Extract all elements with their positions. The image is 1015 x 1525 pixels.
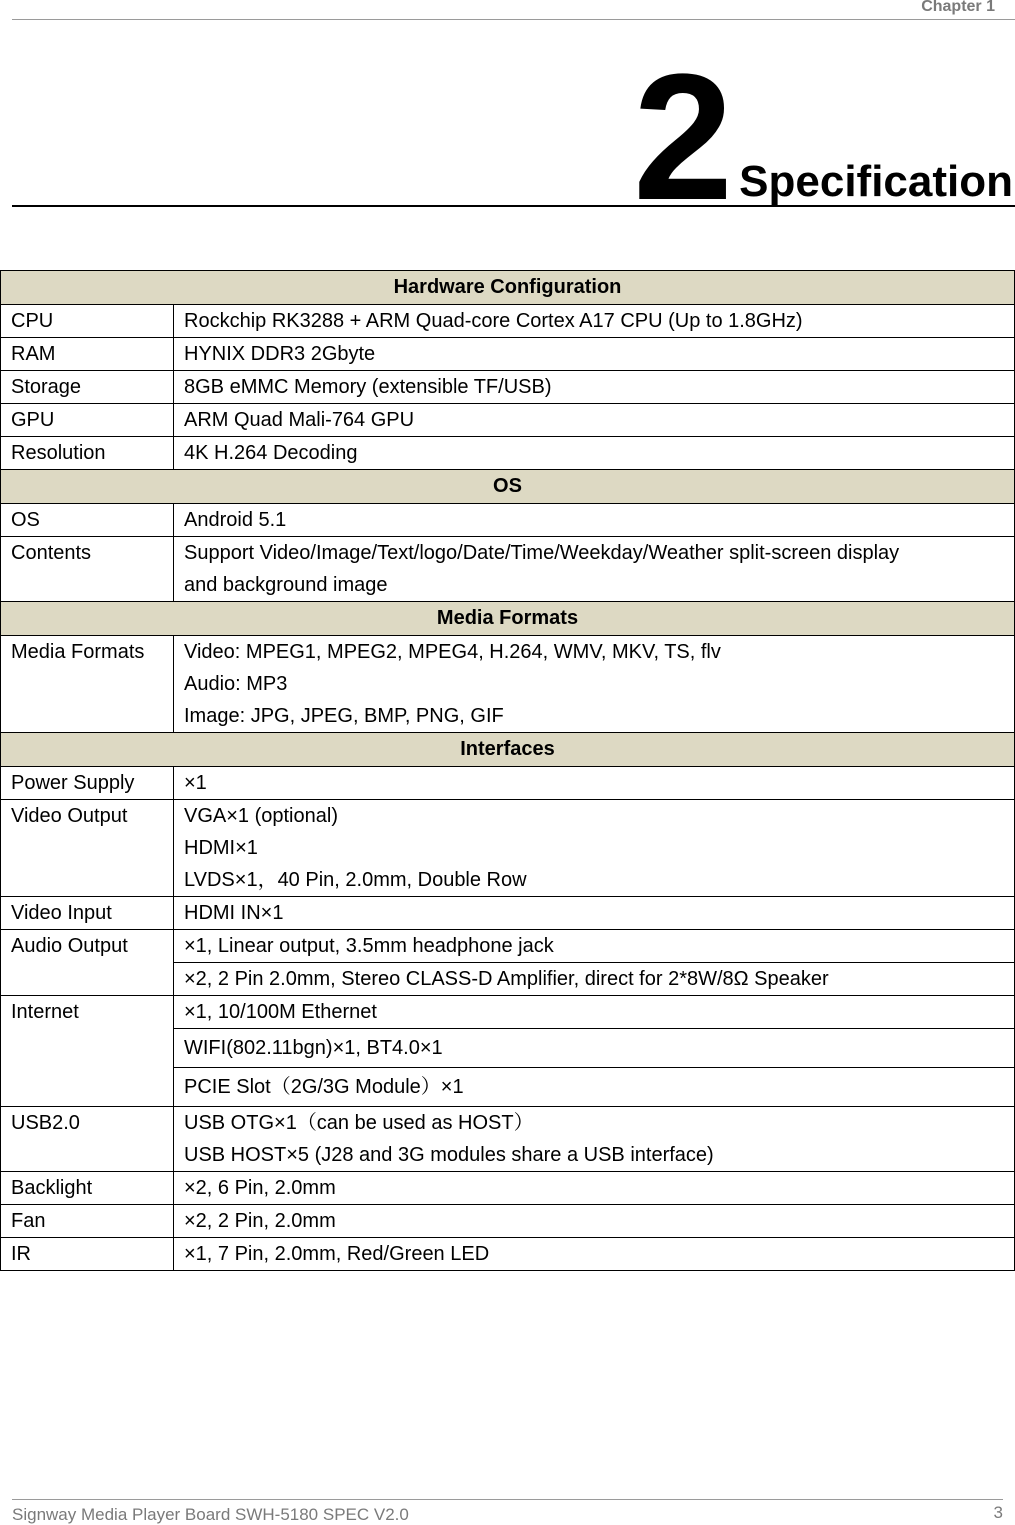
table-row bbox=[1, 437, 1015, 470]
row-value: Rockchip RK3288 + ARM Quad-core Cortex A17 CPU (Up to 1.8GHz) bbox=[174, 305, 1015, 338]
table-row bbox=[1, 897, 1015, 930]
row-value: ARM Quad Mali-764 GPU bbox=[174, 404, 1015, 437]
value-line: VGA×1 (optional) bbox=[184, 805, 338, 827]
table-row bbox=[1, 930, 1015, 963]
value-line: LVDS×1，40 Pin, 2.0mm, Double Row bbox=[184, 869, 527, 891]
row-value: PCIE Slot（2G/3G Module）×1 bbox=[174, 1068, 1015, 1107]
row-key: Fan bbox=[1, 1205, 174, 1238]
row-value: ×2, 2 Pin 2.0mm, Stereo CLASS-D Amplifier, direct for 2*8W/8Ω Speaker bbox=[174, 963, 1015, 996]
row-key: Resolution bbox=[1, 437, 174, 470]
footer-rule bbox=[12, 1499, 1003, 1500]
row-key: Video Output bbox=[1, 800, 174, 897]
table-row bbox=[1, 504, 1015, 537]
section-os: OS bbox=[1, 470, 1015, 504]
value-line: Video: MPEG1, MPEG2, MPEG4, H.264, WMV, MKV, TS, flv bbox=[184, 641, 721, 663]
row-value bbox=[174, 800, 1015, 897]
row-key: Storage bbox=[1, 371, 174, 404]
row-key: IR bbox=[1, 1238, 174, 1271]
row-key: OS bbox=[1, 504, 174, 537]
row-value bbox=[174, 1107, 1015, 1172]
row-key: Contents bbox=[1, 537, 174, 602]
table-row bbox=[1, 636, 1015, 733]
row-value: ×2, 6 Pin, 2.0mm bbox=[174, 1172, 1015, 1205]
table-row bbox=[1, 338, 1015, 371]
chapter-heading bbox=[633, 37, 1013, 238]
spec-table bbox=[0, 270, 1015, 1271]
table-row bbox=[1, 1107, 1015, 1172]
row-key: CPU bbox=[1, 305, 174, 338]
table-row bbox=[1, 537, 1015, 602]
row-value bbox=[174, 636, 1015, 733]
row-key: USB2.0 bbox=[1, 1107, 174, 1172]
value-line: Image: JPG, JPEG, BMP, PNG, GIF bbox=[184, 705, 504, 727]
section-media: Media Formats bbox=[1, 602, 1015, 636]
value-line: Audio: MP3 bbox=[184, 673, 288, 695]
chapter-number: 2 bbox=[633, 37, 730, 238]
value-line: Support Video/Image/Text/logo/Date/Time/Weekday/Weather split-screen display bbox=[184, 542, 900, 564]
row-value: ×1, 7 Pin, 2.0mm, Red/Green LED bbox=[174, 1238, 1015, 1271]
row-value: HDMI IN×1 bbox=[174, 897, 1015, 930]
title-rule bbox=[12, 205, 1015, 207]
row-key: GPU bbox=[1, 404, 174, 437]
row-value: ×2, 2 Pin, 2.0mm bbox=[174, 1205, 1015, 1238]
row-key: Backlight bbox=[1, 1172, 174, 1205]
running-header: Chapter 1 bbox=[921, 0, 995, 15]
value-line: USB HOST×5 (J28 and 3G modules share a USB interface) bbox=[184, 1144, 714, 1166]
table-row bbox=[1, 371, 1015, 404]
row-key: Media Formats bbox=[1, 636, 174, 733]
value-line: HDMI×1 bbox=[184, 837, 258, 859]
table-row bbox=[1, 404, 1015, 437]
table-row bbox=[1, 1205, 1015, 1238]
row-key: Audio Output bbox=[1, 930, 174, 996]
section-interfaces: Interfaces bbox=[1, 733, 1015, 767]
row-value: ×1, 10/100M Ethernet bbox=[174, 996, 1015, 1029]
table-row bbox=[1, 1172, 1015, 1205]
row-value: HYNIX DDR3 2Gbyte bbox=[174, 338, 1015, 371]
footer-doc-title: Signway Media Player Board SWH-5180 SPEC V2.0 bbox=[12, 1505, 409, 1524]
row-value: WIFI(802.11bgn)×1, BT4.0×1 bbox=[174, 1029, 1015, 1068]
value-line: and background image bbox=[184, 574, 388, 596]
table-row bbox=[1, 996, 1015, 1029]
row-key: Internet bbox=[1, 996, 174, 1107]
header-rule bbox=[12, 19, 1015, 20]
row-value bbox=[174, 537, 1015, 602]
table-row bbox=[1, 800, 1015, 897]
row-value: 4K H.264 Decoding bbox=[174, 437, 1015, 470]
table-row bbox=[1, 305, 1015, 338]
chapter-title: Specification bbox=[739, 157, 1013, 206]
table-row bbox=[1, 767, 1015, 800]
value-line: USB OTG×1（can be used as HOST） bbox=[184, 1112, 534, 1134]
row-key: Video Input bbox=[1, 897, 174, 930]
row-key: Power Supply bbox=[1, 767, 174, 800]
row-value: Android 5.1 bbox=[174, 504, 1015, 537]
page-number: 3 bbox=[993, 1503, 1003, 1522]
row-value: 8GB eMMC Memory (extensible TF/USB) bbox=[174, 371, 1015, 404]
section-hardware: Hardware Configuration bbox=[1, 271, 1015, 305]
row-key: RAM bbox=[1, 338, 174, 371]
row-value: ×1 bbox=[174, 767, 1015, 800]
table-row bbox=[1, 1238, 1015, 1271]
row-value: ×1, Linear output, 3.5mm headphone jack bbox=[174, 930, 1015, 963]
